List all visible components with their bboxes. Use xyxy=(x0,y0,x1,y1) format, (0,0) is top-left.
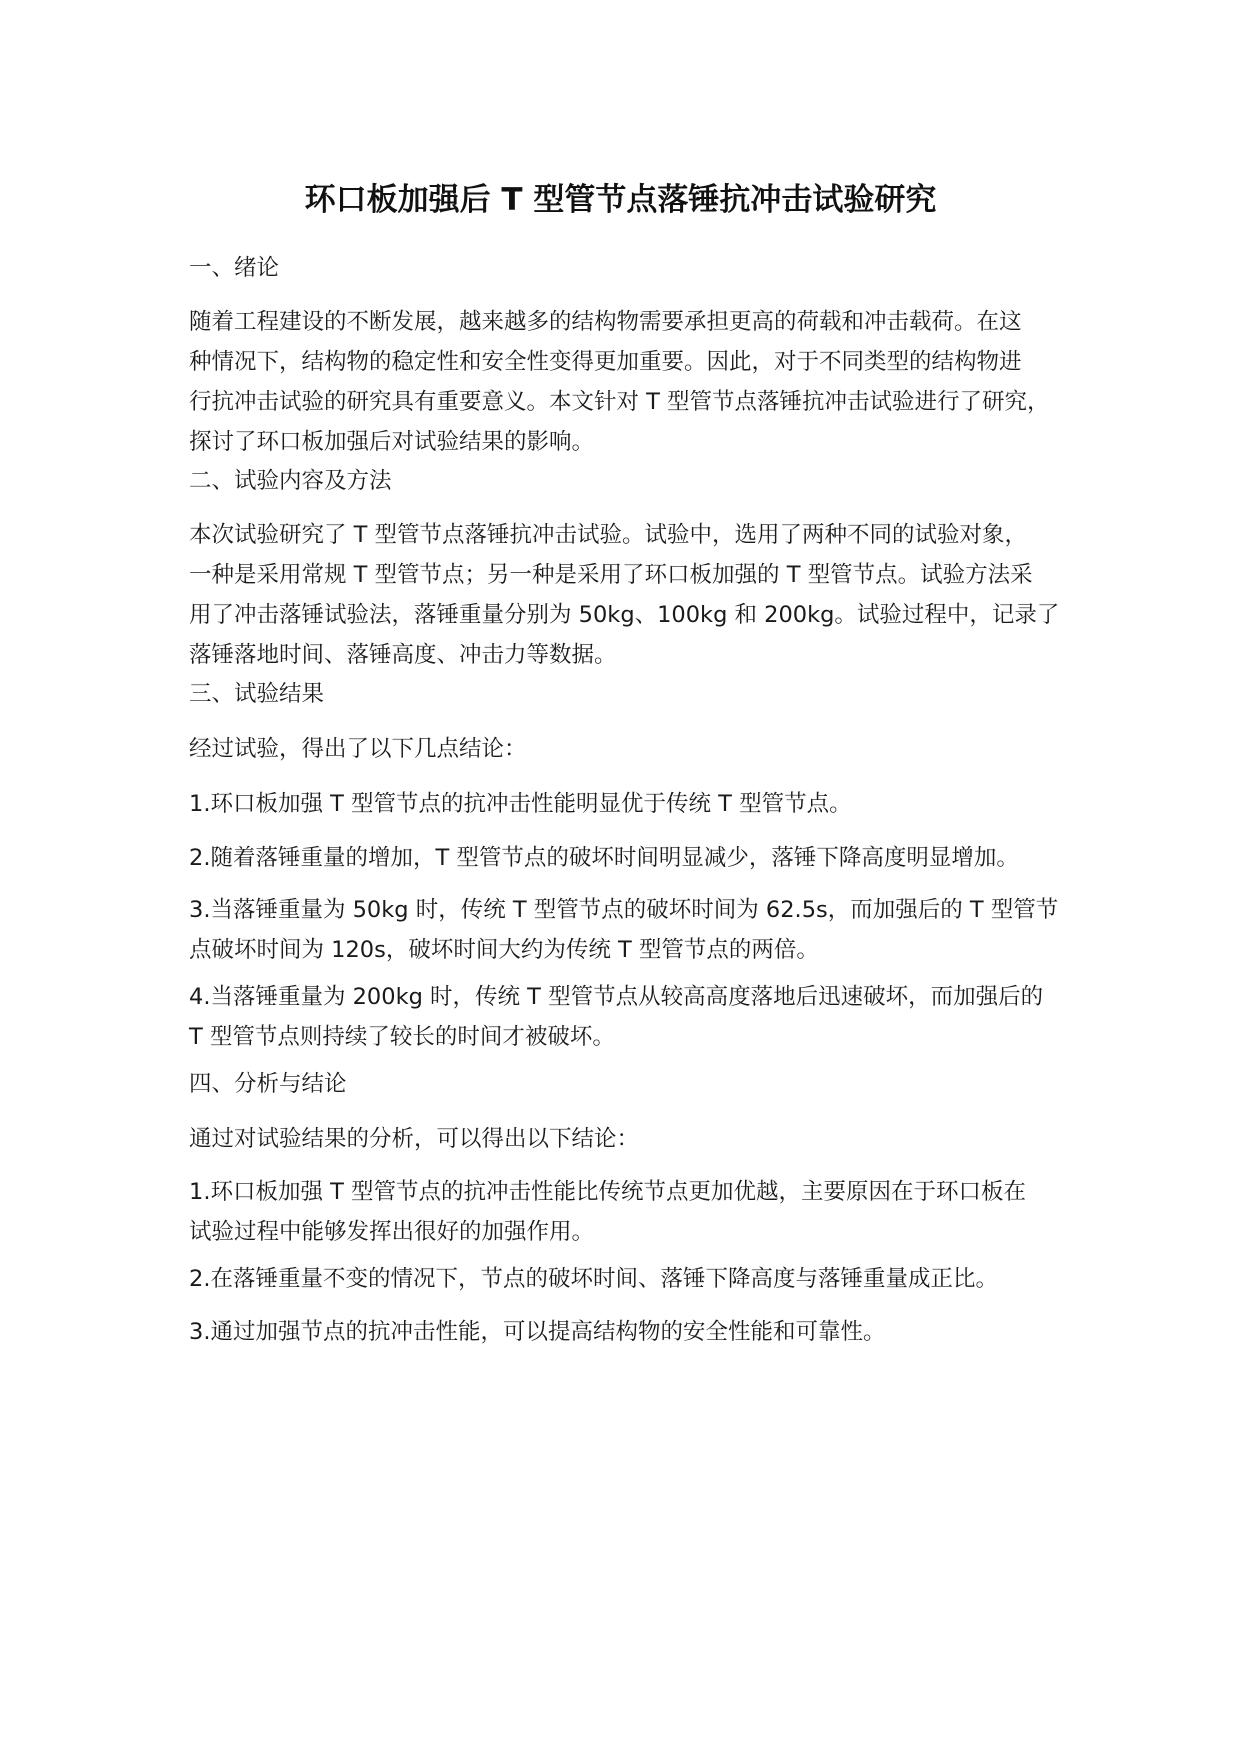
document-title: 环口板加强后 T 型管节点落锤抗冲击试验研究 xyxy=(304,182,937,218)
text-line: 4.当落锤重量为 200kg 时，传统 T 型管节点从较高高度落地后迅速破坏，而加强后的 xyxy=(189,984,1044,1010)
text-line: 种情况下，结构物的稳定性和安全性变得更加重要。因此，对于不同类型的结构物进 xyxy=(189,349,1022,375)
text-line: 探讨了环口板加强后对试验结果的影响。 xyxy=(189,429,595,455)
text-line: 3.通过加强节点的抗冲击性能，可以提高结构物的安全性能和可靠性。 xyxy=(189,1319,886,1345)
text-line: 四、分析与结论 xyxy=(189,1071,347,1097)
text-line: 二、试验内容及方法 xyxy=(189,468,392,494)
text-line: 本次试验研究了 T 型管节点落锤抗冲击试验。试验中，选用了两种不同的试验对象， xyxy=(189,522,1028,548)
conclusion-item-3 xyxy=(189,1312,1079,1352)
text-line: 通过对试验结果的分析，可以得出以下结论： xyxy=(189,1126,640,1152)
text-line: 行抗冲击试验的研究具有重要意义。本文针对 T 型管节点落锤抗冲击试验进行了研究， xyxy=(189,389,1050,415)
result-item-3 xyxy=(189,890,1079,970)
text-line: 随着工程建设的不断发展，越来越多的结构物需要承担更高的荷载和冲击载荷。在这 xyxy=(189,309,1022,335)
result-item-1 xyxy=(189,784,1079,824)
section-heading-introduction xyxy=(189,248,1079,288)
result-item-2 xyxy=(189,838,1079,878)
paragraph-method xyxy=(189,515,1079,675)
conclusion-item-1 xyxy=(189,1172,1079,1252)
text-line: 2.随着落锤重量的增加，T 型管节点的破坏时间明显减少，落锤下降高度明显增加。 xyxy=(189,845,1019,871)
section-heading-analysis xyxy=(189,1064,1079,1104)
text-line: 一种是采用常规 T 型管节点；另一种是采用了环口板加强的 T 型管节点。试验方法采 xyxy=(189,562,1033,588)
text-line: 落锤落地时间、落锤高度、冲击力等数据。 xyxy=(189,642,617,668)
text-line: 经过试验，得出了以下几点结论： xyxy=(189,736,527,762)
text-line: 一、绪论 xyxy=(189,255,280,281)
paragraph-introduction xyxy=(189,302,1079,462)
section-heading-method xyxy=(189,461,1079,501)
text-line: 2.在落锤重量不变的情况下，节点的破坏时间、落锤下降高度与落锤重量成正比。 xyxy=(189,1266,998,1292)
text-line: 三、试验结果 xyxy=(189,681,325,707)
paragraph-analysis-intro xyxy=(189,1119,1079,1159)
paragraph-results-intro xyxy=(189,729,1079,769)
section-heading-results xyxy=(189,674,1079,714)
text-line: T 型管节点则持续了较长的时间才被破坏。 xyxy=(189,1024,615,1050)
text-line: 试验过程中能够发挥出很好的加强作用。 xyxy=(189,1219,595,1245)
text-line: 用了冲击落锤试验法，落锤重量分别为 50kg、100kg 和 200kg。试验过程中，记录了 xyxy=(189,602,1060,628)
conclusion-item-2 xyxy=(189,1259,1079,1299)
text-line: 3.当落锤重量为 50kg 时，传统 T 型管节点的破坏时间为 62.5s，而加强后的 T 型管节 xyxy=(189,897,1059,923)
text-line: 1.环口板加强 T 型管节点的抗冲击性能明显优于传统 T 型管节点。 xyxy=(189,791,852,817)
text-line: 点破坏时间为 120s，破坏时间大约为传统 T 型管节点的两倍。 xyxy=(189,937,819,963)
text-line: 1.环口板加强 T 型管节点的抗冲击性能比传统节点更加优越，主要原因在于环口板在 xyxy=(189,1179,1027,1205)
result-item-4 xyxy=(189,977,1079,1057)
